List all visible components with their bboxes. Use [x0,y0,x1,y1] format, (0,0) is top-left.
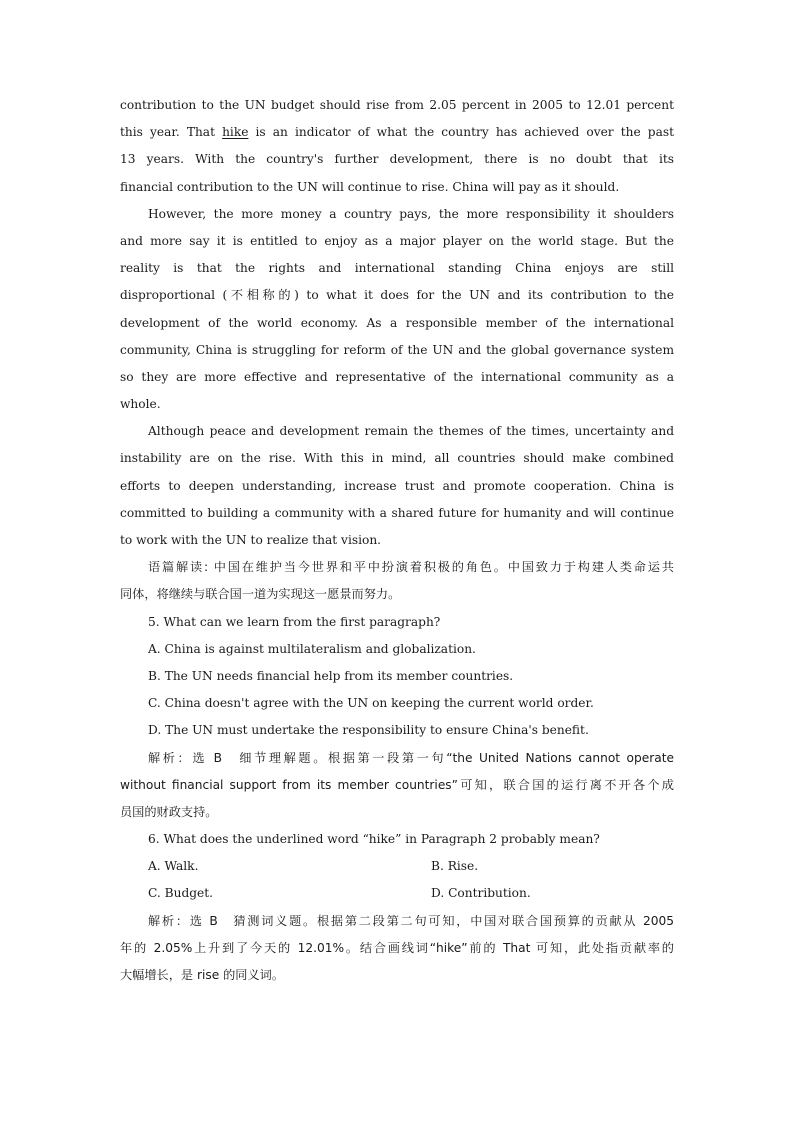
passage-line: However, the more money a country pays, the more responsibility it shoulders [148,206,674,221]
passage-line: so they are more effective and representative of the international community as a [120,369,674,384]
question-5-option-d: D. The UN must undertake the responsibility to ensure China's benefit. [148,723,589,738]
question-5-option-b: B. The UN needs financial help from its member countries. [148,668,514,683]
passage-line: 13 years. With the country's further development, there is no doubt that its [120,152,674,167]
passage-line: and more say it is entitled to enjoy as a major player on the world stage. But the [120,233,674,248]
document-page [120,92,674,989]
summary-line: 同体，将继续与联合国一道为实现这一愿景而努力。 [120,587,401,602]
question-5-stem: 5. What can we learn from the first paragraph? [148,614,441,629]
passage-line: to work with the UN to realize that vision. [120,533,382,547]
passage-line: Although peace and development remain the themes of the times, uncertainty and [148,424,674,439]
question-5-explanation: 解析：选 B 细节理解题。根据第一段第一句“the United Nations cannot operate [148,750,674,765]
question-6-stem: 6. What does the underlined word “hike” in Paragraph 2 probably mean? [148,832,600,847]
question-6-option-d: D. Contribution. [431,886,531,901]
summary-line: 语篇解读: 中国在维护当今世界和平中扮演着积极的角色。中国致力于构建人类命运共 [148,560,674,575]
question-5-option-c: C. China doesn't agree with the UN on keeping the current world order. [148,696,594,711]
passage-text: is an indicator of what the country has achieved over the past [248,125,674,140]
passage-text: this year. That [120,125,223,140]
passage-line: development of the world economy. As a responsible member of the international [120,315,674,330]
question-6-explanation: 解析：选 B 猜测词义题。根据第二段第二句可知，中国对联合国预算的贡献从 2005 [148,913,674,928]
underlined-word-hike: hike [222,125,249,140]
question-6-option-c: C. Budget. [148,886,214,901]
passage-line [120,119,674,146]
question-5-explanation: 员国的财政支持。 [120,804,218,819]
passage-line: instability are on the rise. With this in mind, all countries should make combined [120,451,674,466]
passage-line: reality is that the rights and international standing China enjoys are still [120,261,674,276]
passage-line: financial contribution to the UN will continue to rise. China will pay as it should. [120,179,620,194]
passage-line: committed to building a community with a shared future for humanity and will continue [120,505,674,520]
question-6-options-row [120,853,674,880]
passage-line: disproportional (不相称的) to what it does for the UN and its contribution to the [120,288,674,303]
question-6-explanation: 年的 2.05%上升到了今天的 12.01%。结合画线词“hike”前的 That 可知，此处指贡献率的 [120,940,674,955]
passage-line: efforts to deepen understanding, increase trust and promote cooperation. China is [120,478,674,493]
passage-line: community, China is struggling for reform of the UN and the global governance system [120,342,674,357]
question-6-option-b: B. Rise. [431,859,479,874]
question-5-option-a: A. China is against multilateralism and globalization. [148,641,476,656]
question-6-explanation: 大幅增长，是 rise 的同义词。 [120,968,285,982]
passage-line: whole. [120,397,161,412]
question-6-option-a: A. Walk. [148,859,199,874]
question-5-explanation: without financial support from its member countries”可知，联合国的运行离不开各个成 [120,777,674,792]
question-6-options-row [120,880,674,907]
passage-line: contribution to the UN budget should rise from 2.05 percent in 2005 to 12.01 percent [120,98,674,112]
